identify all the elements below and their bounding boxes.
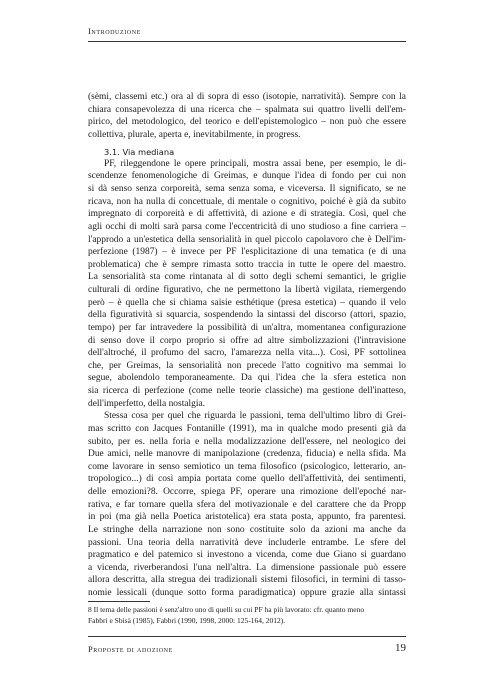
text-line: subito, per es. nella foria e nella modalizzazione dell'essere, nel neologico dei bbox=[88, 436, 406, 447]
text-line: sia ricerca di perfezione (come nelle teorie classiche) ma gestione dell'inatteso, bbox=[88, 386, 406, 397]
text-line: Stessa cosa per quel che riguarda le passioni, tema dell'ultimo libro di Grei- bbox=[104, 411, 406, 422]
text-line: segue, abolendolo temporaneamente. Da qui l'idea che la sfera estetica non bbox=[88, 373, 406, 384]
footnote-line: 8 Il tema delle passioni è senz'altro uno di quelli su cui PF ha più lavorato: cfr. quanto meno bbox=[88, 605, 365, 614]
text-line: culturali di ordine figurativo, che ne permettono la libertà vigilata, riemergendo bbox=[88, 285, 406, 296]
text-line: a vicenda, riverberandosi l'una nell'altra. La dimensione passionale può essere bbox=[88, 562, 406, 573]
text-line: pragmatico e del patemico si investono a vicenda, come due Giano si guardano bbox=[88, 550, 406, 561]
page-number: 19 bbox=[395, 642, 406, 654]
footnote bbox=[88, 605, 406, 626]
text-line: in poi (ma già nella Poetica aristotelica) era stata posta, appunto, fra parentesi. bbox=[88, 512, 406, 523]
paragraph-2 bbox=[88, 158, 406, 411]
text-line: di senso dove il corpo proprio si offre ad altre simbolizzazioni (l'intravisione bbox=[88, 335, 406, 346]
text-line: come lavorare in senso semiotico un tema filosofico (psicologico, letterario, an- bbox=[88, 461, 406, 472]
text-line: impregnato di corporeità e di affettività, di azione e di strategia. Così, quel che bbox=[88, 209, 406, 220]
text-line: dell'imperfetto, della nostalgia. bbox=[88, 398, 206, 409]
main-text bbox=[88, 91, 406, 600]
text-line: La sensorialità sta come rintanata al di sotto degli schemi semantici, le griglie bbox=[88, 272, 406, 283]
text-line: tropologico...) di così ampia portata come quello dell'affettività, dei sentimenti, bbox=[88, 474, 406, 485]
text-line: delle emozioni?8. Occorre, spiega PF, operare una rimozione dell'epoché nar- bbox=[88, 487, 406, 498]
footnote-line: Fabbri e Sbisà (1985), Fabbri (1990, 1998, 2000: 125-164, 2012). bbox=[88, 615, 286, 625]
text-line: della figuratività si squarcia, sospendendo la sintassi del discorso (attori, spazio, bbox=[88, 310, 406, 321]
text-line: mas scritto con Jacques Fontanille (1991), ma in qualche modo presenti già da bbox=[88, 423, 406, 434]
text-line: pirico, del metodologico, del teorico e dell'epistemologico – non può che essere bbox=[88, 117, 406, 128]
text-line: Le stringhe della narrazione non sono costituite solo da azioni ma anche da bbox=[88, 524, 406, 535]
footnote-rule bbox=[88, 601, 150, 602]
paragraph-3 bbox=[88, 410, 406, 599]
text-line: passioni. Una teoria della narratività deve includerle entrambe. Le sfere del bbox=[88, 537, 406, 548]
text-line: agli occhi di molti sarà parsa come l'eccentricità di uno studioso a fine carriera – bbox=[88, 221, 406, 232]
text-line: l'approdo a un'estetica della sensorialità in quel piccolo capolavoro che è Dell'im- bbox=[88, 234, 406, 245]
text-line: scendenze fenomenologiche di Greimas, e dunque l'idea di fondo per cui non bbox=[88, 171, 406, 182]
text-line: Due amici, nelle manovre di manipolazione (credenza, fiducia) e nella sfida. Ma bbox=[88, 449, 406, 460]
paragraph-1 bbox=[88, 91, 406, 142]
text-line: nomie lessicali (dunque sotto forma paradigmatica) oppure grazie alla sintassi bbox=[88, 588, 406, 599]
text-line: (sèmi, classemi etc.) ora al di sopra di esso (isotopie, narratività). Sempre con la bbox=[88, 92, 406, 102]
section-heading: 3.1. Via mediana bbox=[104, 146, 175, 157]
text-line: PF, rileggendone le opere principali, mostra assai bene, per esempio, le di- bbox=[104, 158, 406, 169]
text-line: perfezione (1987) – è invece per PF l'esplicitazione di una tematica (e di una bbox=[88, 247, 406, 258]
text-line: però – è quella che si chiama saisie esthétique (presa estetica) – quando il velo bbox=[88, 297, 406, 308]
text-line: collettiva, plurale, aperta e, inevitabilmente, in progress. bbox=[88, 129, 301, 140]
text-line: allora descritta, alla stregua dei tradizionali sistemi filosofici, in termini di tasso- bbox=[88, 575, 406, 586]
text-line: dell'altroché, il profumo del sacro, l'amarezza nella vita...). Così, PF sottolinea bbox=[88, 348, 406, 359]
text-line: problematica) che è sempre rimasta sotto traccia in tutte le opere del maestro. bbox=[88, 259, 406, 270]
text-line: che, per Greimas, la sensorialità non precede l'atto cognitivo ma semmai lo bbox=[88, 360, 406, 371]
text-line: si dà senso senza corporeità, sema senza soma, e viceversa. Il significato, se ne bbox=[88, 184, 406, 195]
text-line: ricava, non ha nulla di concettuale, di mentale o cognitivo, poiché è già da subito bbox=[88, 196, 406, 207]
text-line: chiara consapevolezza di una ricerca che – spalmata sui quattro livelli dell'em- bbox=[88, 104, 406, 115]
footer-rule bbox=[88, 636, 406, 637]
header-rule bbox=[88, 41, 406, 42]
running-foot: Proposte di adozione bbox=[88, 645, 173, 654]
text-line: tempo) per far intravedere la possibilità di un'altra, momentanea configurazione bbox=[88, 322, 406, 333]
text-line: rativa, e far tornare quella sfera del motivazionale e del carattere che da Propp bbox=[88, 499, 406, 510]
running-head: Introduzione bbox=[88, 27, 141, 36]
